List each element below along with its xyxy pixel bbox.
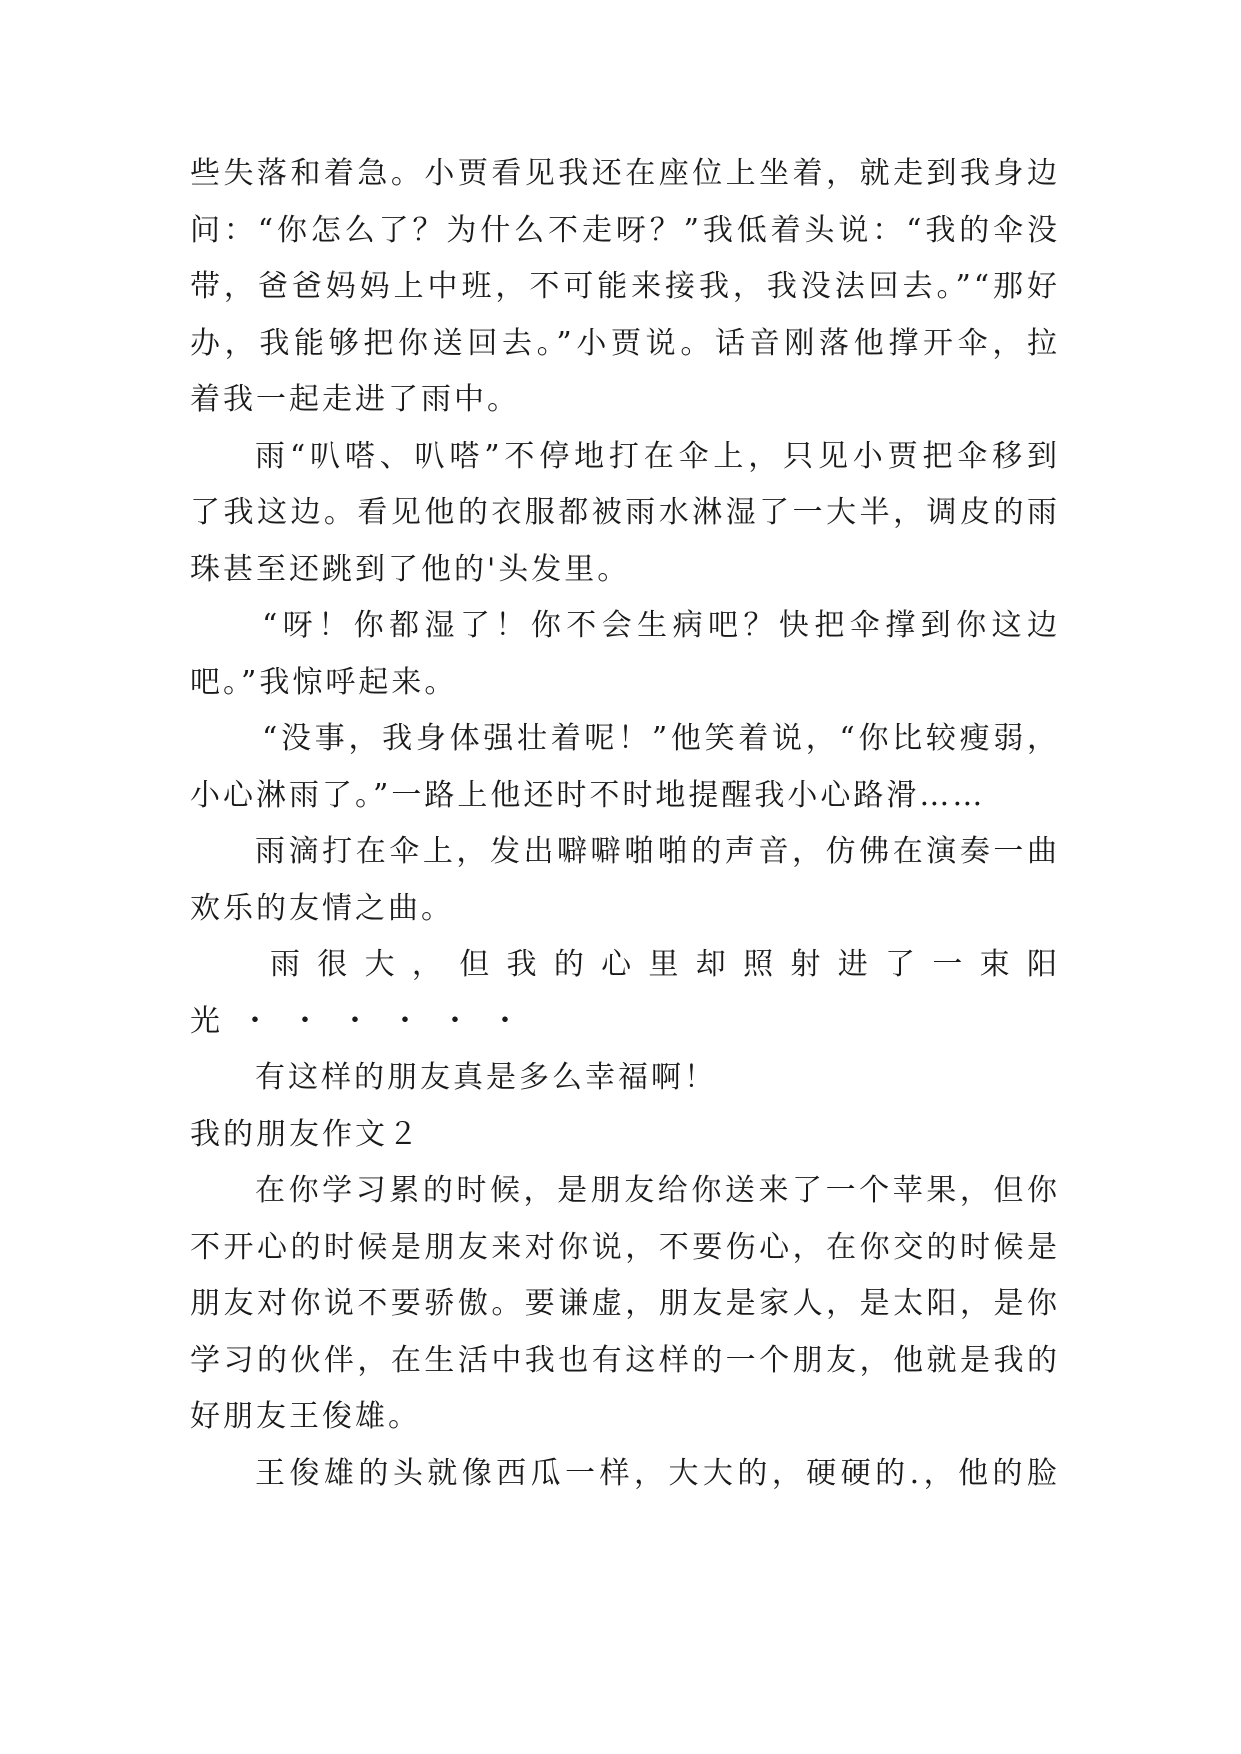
text-line: 好朋友王俊雄。 [190, 1399, 421, 1434]
text-line: 雨滴打在伞上，发出噼噼啪啪的声音，仿佛在演奏一曲 [255, 834, 1060, 869]
text-line: 着我一起走进了雨中。 [190, 382, 520, 417]
text-line: 学习的伙伴，在生活中我也有这样的一个朋友，他就是我的 [190, 1343, 1060, 1378]
text-line: 光・・・・・・ [190, 1004, 540, 1039]
text-line: 问：“你怎么了？为什么不走呀？”我低着头说：“我的伞没 [190, 213, 1060, 248]
text-line: 办，我能够把你送回去。”小贾说。话音刚落他撑开伞，拉 [190, 326, 1060, 361]
section-heading: 我的朋友作文２ [190, 1117, 421, 1152]
text-line: 王俊雄的头就像西瓜一样，大大的，硬硬的.，他的脸 [255, 1456, 1060, 1491]
text-line: 小心淋雨了。”一路上他还时不时地提醒我小心路滑…… [190, 778, 986, 813]
text-line: “没事，我身体强壮着呢！”他笑着说，“你比较瘦弱， [262, 721, 1060, 756]
text-line: 不开心的时候是朋友来对你说，不要伤心，在你交的时候是 [190, 1230, 1060, 1265]
text-line: “呀！你都湿了！你不会生病吧？快把伞撑到你这边 [262, 608, 1060, 643]
text-line: 带，爸爸妈妈上中班，不可能来接我，我没法回去。”“那好 [190, 269, 1060, 304]
text-line: 吧。”我惊呼起来。 [190, 665, 458, 700]
text-line: 在你学习累的时候，是朋友给你送来了一个苹果，但你 [255, 1173, 1060, 1208]
text-line: 有这样的朋友真是多么幸福啊！ [255, 1060, 717, 1095]
text-line: 珠甚至还跳到了他的'头发里。 [190, 552, 631, 587]
text-line: 朋友对你说不要骄傲。要谦虚，朋友是家人，是太阳，是你 [190, 1286, 1060, 1321]
text-line: 雨很大，但我的心里却照射进了一束阳 [270, 947, 1060, 982]
text-line: 了我这边。看见他的衣服都被雨水淋湿了一大半，调皮的雨 [190, 495, 1060, 530]
text-line: 些失落和着急。小贾看见我还在座位上坐着，就走到我身边 [190, 156, 1060, 191]
text-line: 欢乐的友情之曲。 [190, 891, 454, 926]
text-line: 雨“叭嗒、叭嗒”不停地打在伞上，只见小贾把伞移到 [255, 439, 1060, 474]
